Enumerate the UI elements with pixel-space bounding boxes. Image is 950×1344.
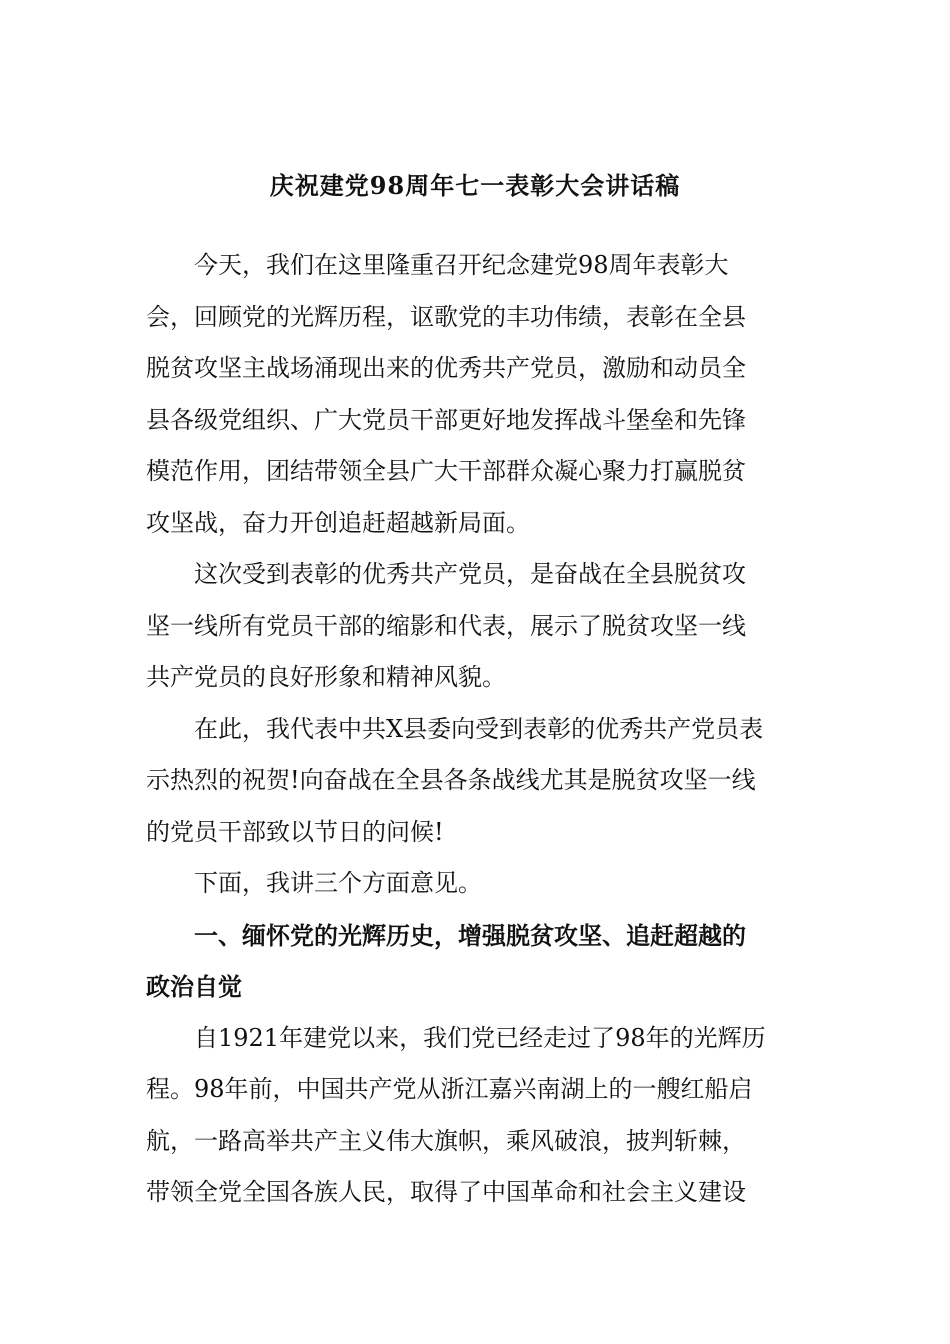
paragraph-opening <box>146 240 810 549</box>
heading-line: 一、缅怀党的光辉历史，增强脱贫攻坚、追赶超越的 <box>194 920 746 950</box>
text-line: 程。98年前，中国共产党从浙江嘉兴南湖上的一艘红船启 <box>146 1075 753 1103</box>
text-line: 模范作用，团结带领全县广大干部群众凝心聚力打赢脱贫 <box>146 457 746 485</box>
document-title: 庆祝建党98周年七一表彰大会讲话稿 <box>269 171 681 200</box>
text-line: 脱贫攻坚主战场涌现出来的优秀共产党员，激励和动员全 <box>146 354 746 382</box>
section-heading-1 <box>146 910 810 1013</box>
document-body <box>146 240 810 1219</box>
text-line: 下面，我讲三个方面意见。 <box>194 869 482 897</box>
text-line: 自1921年建党以来，我们党已经走过了98年的光辉历 <box>194 1023 766 1052</box>
text-line: 县各级党组织、广大党员干部更好地发挥战斗堡垒和先锋 <box>146 405 746 434</box>
paragraph-history <box>146 1013 810 1219</box>
text-line: 示热烈的祝贺!向奋战在全县各条战线尤其是脱贫攻坚一线 <box>146 766 756 794</box>
text-line: 共产党员的良好形象和精神风貌。 <box>146 663 506 691</box>
text-line: 在此，我代表中共X县委向受到表彰的优秀共产党员表 <box>194 714 764 743</box>
paragraph-transition <box>146 858 810 910</box>
heading-line: 政治自觉 <box>146 972 242 1001</box>
text-line: 会，回顾党的光辉历程，讴歌党的丰功伟绩，表彰在全县 <box>146 302 746 331</box>
paragraph-honorees <box>146 549 810 704</box>
text-line: 的党员干部致以节日的问候! <box>146 817 444 846</box>
text-line: 今天，我们在这里隆重召开纪念建党98周年表彰大 <box>194 251 729 279</box>
text-line: 带领全党全国各族人民，取得了中国革命和社会主义建设 <box>146 1178 746 1206</box>
text-line: 这次受到表彰的优秀共产党员，是奋战在全县脱贫攻 <box>194 560 746 588</box>
paragraph-congratulations <box>146 704 810 859</box>
text-line: 攻坚战，奋力开创追赶超越新局面。 <box>146 508 530 537</box>
text-line: 坚一线所有党员干部的缩影和代表，展示了脱贫攻坚一线 <box>146 611 746 640</box>
text-line: 航，一路高举共产主义伟大旗帜，乘风破浪，披判斩棘， <box>146 1126 746 1155</box>
